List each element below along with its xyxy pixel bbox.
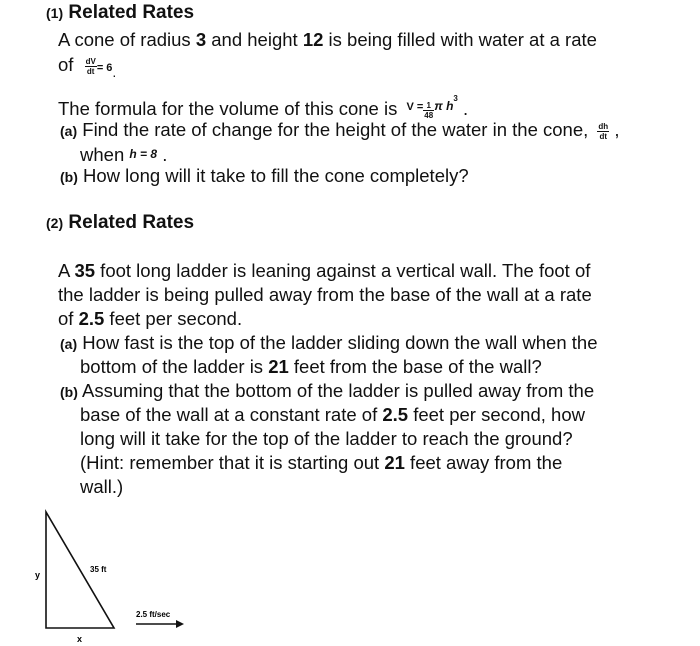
height-condition: h = 8 — [129, 147, 158, 161]
text: the ladder is being pulled away from the base of the wall at a rate — [58, 284, 592, 305]
problem-2-title: Related Rates — [68, 212, 195, 233]
text: Assuming that the bottom of the ladder is pulled away from the — [82, 380, 595, 401]
problem-2-number: (2) — [46, 215, 64, 231]
formula-rest: π h — [434, 99, 454, 113]
radius-value: 3 — [195, 29, 207, 50]
problem-2-part-b-line-2 — [80, 403, 585, 427]
right-arrow-icon — [176, 620, 184, 628]
ladder-length: 35 — [74, 260, 96, 281]
height-value: 12 — [302, 29, 324, 50]
x-label: x — [77, 634, 83, 644]
part-a-label: (a) — [60, 123, 78, 139]
formula-numerator: 1 — [423, 101, 434, 111]
text: is being filled with water at a rate — [323, 29, 597, 50]
text: feet away from the — [404, 452, 563, 473]
period: . — [112, 64, 117, 80]
part-b-label: (b) — [60, 169, 78, 185]
text: How fast is the top of the ladder sliding down the wall when the — [82, 332, 598, 353]
text: of — [58, 54, 74, 75]
dh-dt-fraction — [597, 122, 609, 141]
y-label: y — [35, 570, 41, 580]
problem-2-part-b-line-3 — [80, 427, 573, 451]
text: bottom of the ladder is — [80, 356, 269, 377]
rate-fraction — [85, 57, 97, 76]
problem-2-part-b-line-5 — [80, 475, 123, 499]
problem-1-title: Related Rates — [68, 2, 195, 23]
problem-1-number: (1) — [46, 5, 64, 21]
pull-rate: 2.5 — [78, 308, 105, 329]
formula-v: V = — [406, 101, 424, 113]
problem-1-part-b — [60, 164, 469, 189]
comma: , — [609, 119, 620, 140]
text: The formula for the volume of this cone is — [58, 98, 398, 119]
start-distance: 21 — [384, 452, 405, 473]
problem-2-line-2 — [58, 283, 592, 307]
formula-denominator: 48 — [424, 110, 434, 120]
problem-2-part-b — [60, 379, 594, 404]
ladder-diagram — [30, 508, 230, 646]
formula-exponent: 3 — [453, 94, 458, 103]
text: and height — [206, 29, 303, 50]
problem-2-part-b-line-4 — [80, 451, 562, 475]
rate-denominator: dt — [86, 66, 95, 76]
text: feet per second. — [104, 308, 243, 329]
text: Find the rate of change for the height of the water in the cone, — [82, 119, 589, 140]
problem-2-line-1 — [58, 259, 590, 283]
text: A cone of radius — [58, 29, 196, 50]
text: long will it take for the top of the ladder to reach the ground? — [80, 428, 573, 449]
rate-equals: = 6 — [96, 62, 113, 74]
text: base of the wall at a constant rate of — [80, 404, 383, 425]
text: (Hint: remember that it is starting out — [80, 452, 385, 473]
problem-1-line-2 — [58, 53, 116, 84]
text: feet from the base of the wall? — [288, 356, 542, 377]
problem-2-part-a-line-2 — [80, 355, 542, 379]
problem-2-line-3 — [58, 307, 242, 331]
speed-label: 2.5 ft/sec — [136, 610, 171, 619]
text: A — [58, 260, 75, 281]
problem-1-part-a — [60, 118, 619, 143]
dh-denominator: dt — [599, 131, 608, 141]
hypotenuse-label: 35 ft — [90, 565, 107, 574]
rate-numerator: dV — [85, 56, 96, 66]
text: when — [80, 144, 125, 165]
formula-fraction — [423, 101, 434, 120]
text: foot long ladder is leaning against a vertical wall. The foot of — [95, 260, 591, 281]
text: wall.) — [80, 476, 124, 497]
text: feet per second, how — [408, 404, 585, 425]
distance-value: 21 — [268, 356, 289, 377]
problem-1-heading — [46, 2, 194, 24]
constant-rate: 2.5 — [382, 404, 409, 425]
part-b-label: (b) — [60, 384, 78, 400]
part-a-label: (a) — [60, 336, 78, 352]
problem-2-heading — [46, 212, 194, 234]
period: . — [157, 144, 168, 165]
problem-2-part-a — [60, 331, 597, 356]
dh-numerator: dh — [598, 121, 609, 131]
period: . — [457, 98, 469, 119]
problem-1-formula-line — [58, 87, 468, 121]
text: of — [58, 308, 79, 329]
text: How long will it take to fill the cone completely? — [83, 165, 469, 186]
problem-1-line-1 — [58, 28, 597, 52]
